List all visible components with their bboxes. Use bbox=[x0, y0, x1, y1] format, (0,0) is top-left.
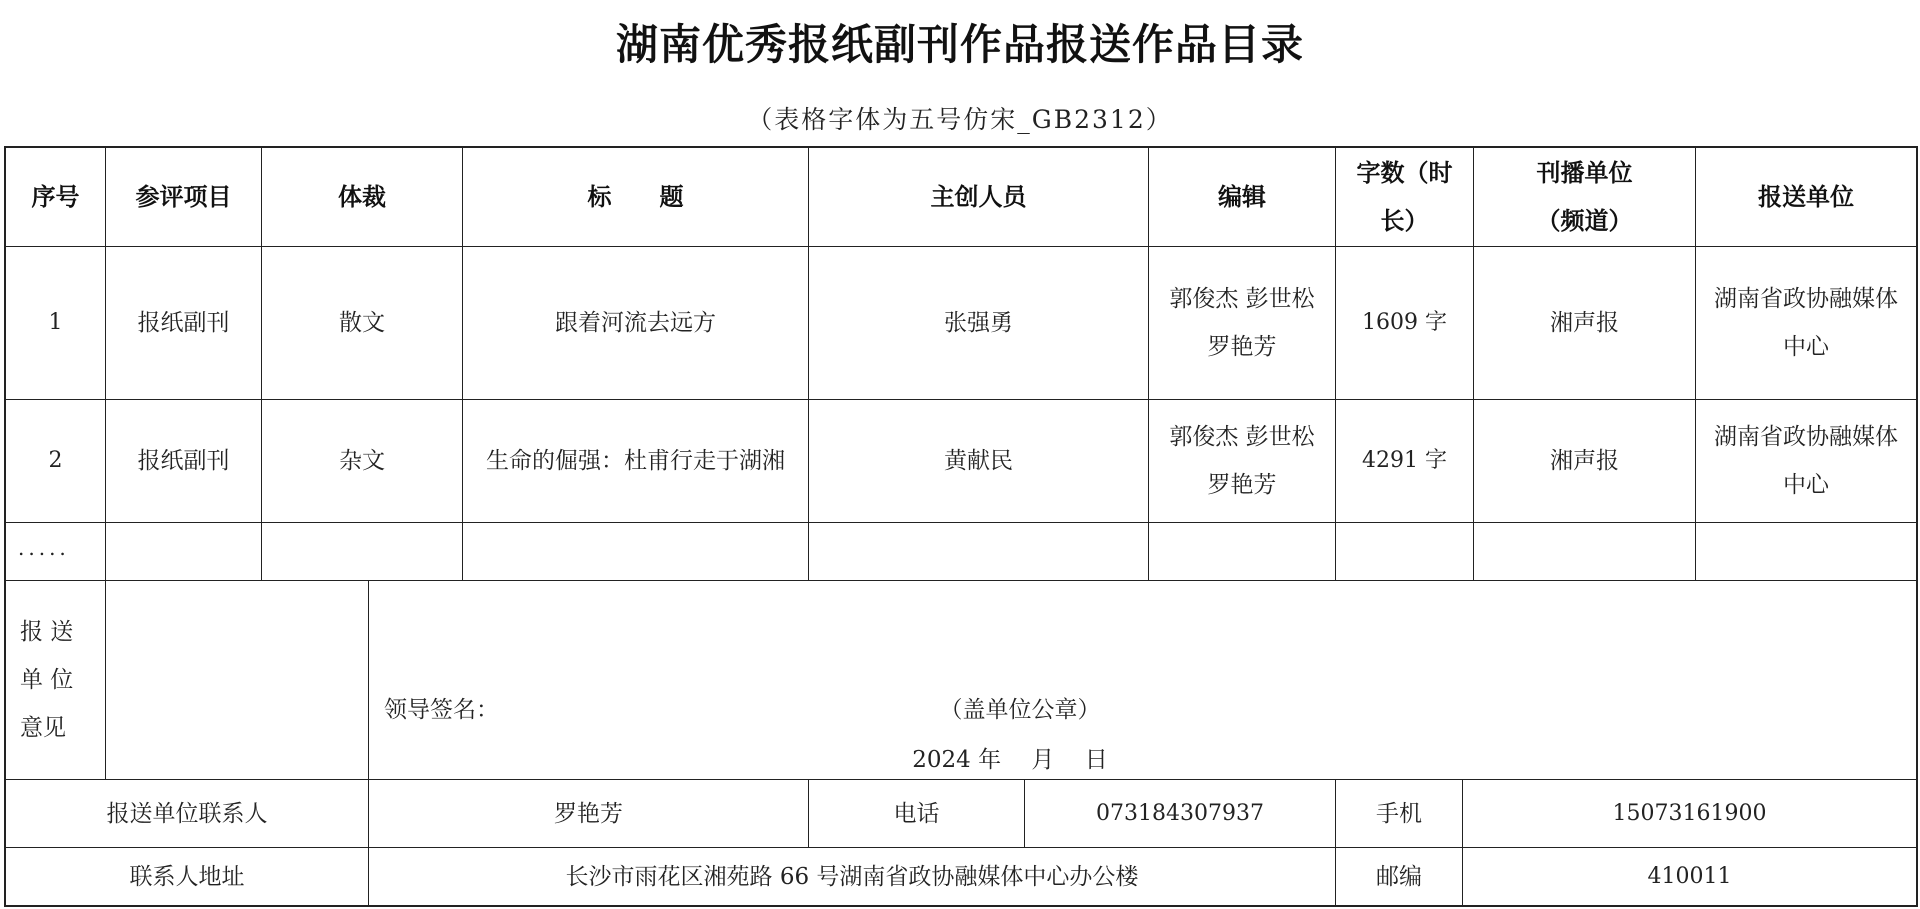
phone-number: 073184307937 bbox=[1096, 800, 1264, 826]
table-cell-title: 跟着河流去远方 bbox=[555, 310, 716, 336]
table-cell-genre: 杂文 bbox=[339, 448, 385, 474]
header-project: 参评项目 bbox=[135, 183, 232, 211]
table-cell-project: 报纸副刊 bbox=[137, 448, 230, 474]
zip-code: 410011 bbox=[1647, 863, 1732, 889]
table-cell-project: 报纸副刊 bbox=[137, 310, 230, 336]
opinion-label: 报 送 单 位 意见 bbox=[20, 619, 74, 741]
opinion-date: 2024 年 月 日 bbox=[912, 747, 1108, 773]
table-cell-genre: 散文 bbox=[339, 310, 385, 336]
address-value: 长沙市雨花区湘苑路 66 号湖南省政协融媒体中心办公楼 bbox=[565, 863, 1139, 890]
zip-label: 邮编 bbox=[1376, 863, 1422, 890]
table-cell-publisher: 湘声报 bbox=[1550, 310, 1619, 336]
header-title: 标 题 bbox=[587, 183, 684, 211]
contact-person-label: 报送单位联系人 bbox=[106, 800, 268, 827]
table-cell-submitter: 湖南省政协融媒体中心 bbox=[1714, 286, 1898, 360]
leader-signature-label: 领导签名： bbox=[384, 697, 499, 723]
table-ellipsis: ..... bbox=[18, 536, 70, 560]
phone-label: 电话 bbox=[893, 800, 940, 827]
table-cell-publisher: 湘声报 bbox=[1550, 448, 1619, 474]
page-title: 湖南优秀报纸副刊作品报送作品目录 bbox=[615, 20, 1304, 69]
header-genre: 体裁 bbox=[338, 183, 386, 211]
header-publisher: 刊播单位（频道） bbox=[1536, 159, 1633, 235]
table-cell-no: 1 bbox=[48, 310, 63, 335]
table-cell-creator: 黄献民 bbox=[944, 448, 1013, 474]
table-cell-editor: 郭俊杰 彭世松 罗艳芳 bbox=[1169, 424, 1315, 498]
table-cell-no: 2 bbox=[48, 448, 63, 473]
table-cell-creator: 张强勇 bbox=[944, 310, 1013, 336]
table-cell-submitter: 湖南省政协融媒体中心 bbox=[1714, 424, 1898, 498]
mobile-number: 15073161900 bbox=[1612, 800, 1767, 826]
page-subtitle: （表格字体为五号仿宋_GB2312） bbox=[747, 105, 1173, 134]
address-label: 联系人地址 bbox=[129, 863, 245, 890]
table-cell-word-count: 1609 字 bbox=[1362, 310, 1447, 335]
table-border-right bbox=[1916, 146, 1918, 907]
table-border-bottom bbox=[4, 905, 1918, 907]
table-cell-word-count: 4291 字 bbox=[1362, 448, 1447, 473]
header-word-count: 字数（时长） bbox=[1356, 159, 1453, 235]
row-divider bbox=[4, 522, 1918, 523]
contact-person: 罗艳芳 bbox=[554, 800, 623, 827]
table-cell-title: 生命的倔强：杜甫行走于湖湘 bbox=[486, 448, 785, 474]
seal-label: （盖单位公章） bbox=[939, 697, 1101, 723]
row-divider bbox=[4, 580, 1918, 581]
mobile-label: 手机 bbox=[1376, 800, 1422, 827]
header-no: 序号 bbox=[31, 183, 80, 211]
header-editor: 编辑 bbox=[1218, 183, 1266, 211]
table-cell-editor: 郭俊杰 彭世松 罗艳芳 bbox=[1169, 286, 1315, 360]
header-creator: 主创人员 bbox=[930, 183, 1027, 211]
header-submitter: 报送单位 bbox=[1758, 183, 1854, 211]
